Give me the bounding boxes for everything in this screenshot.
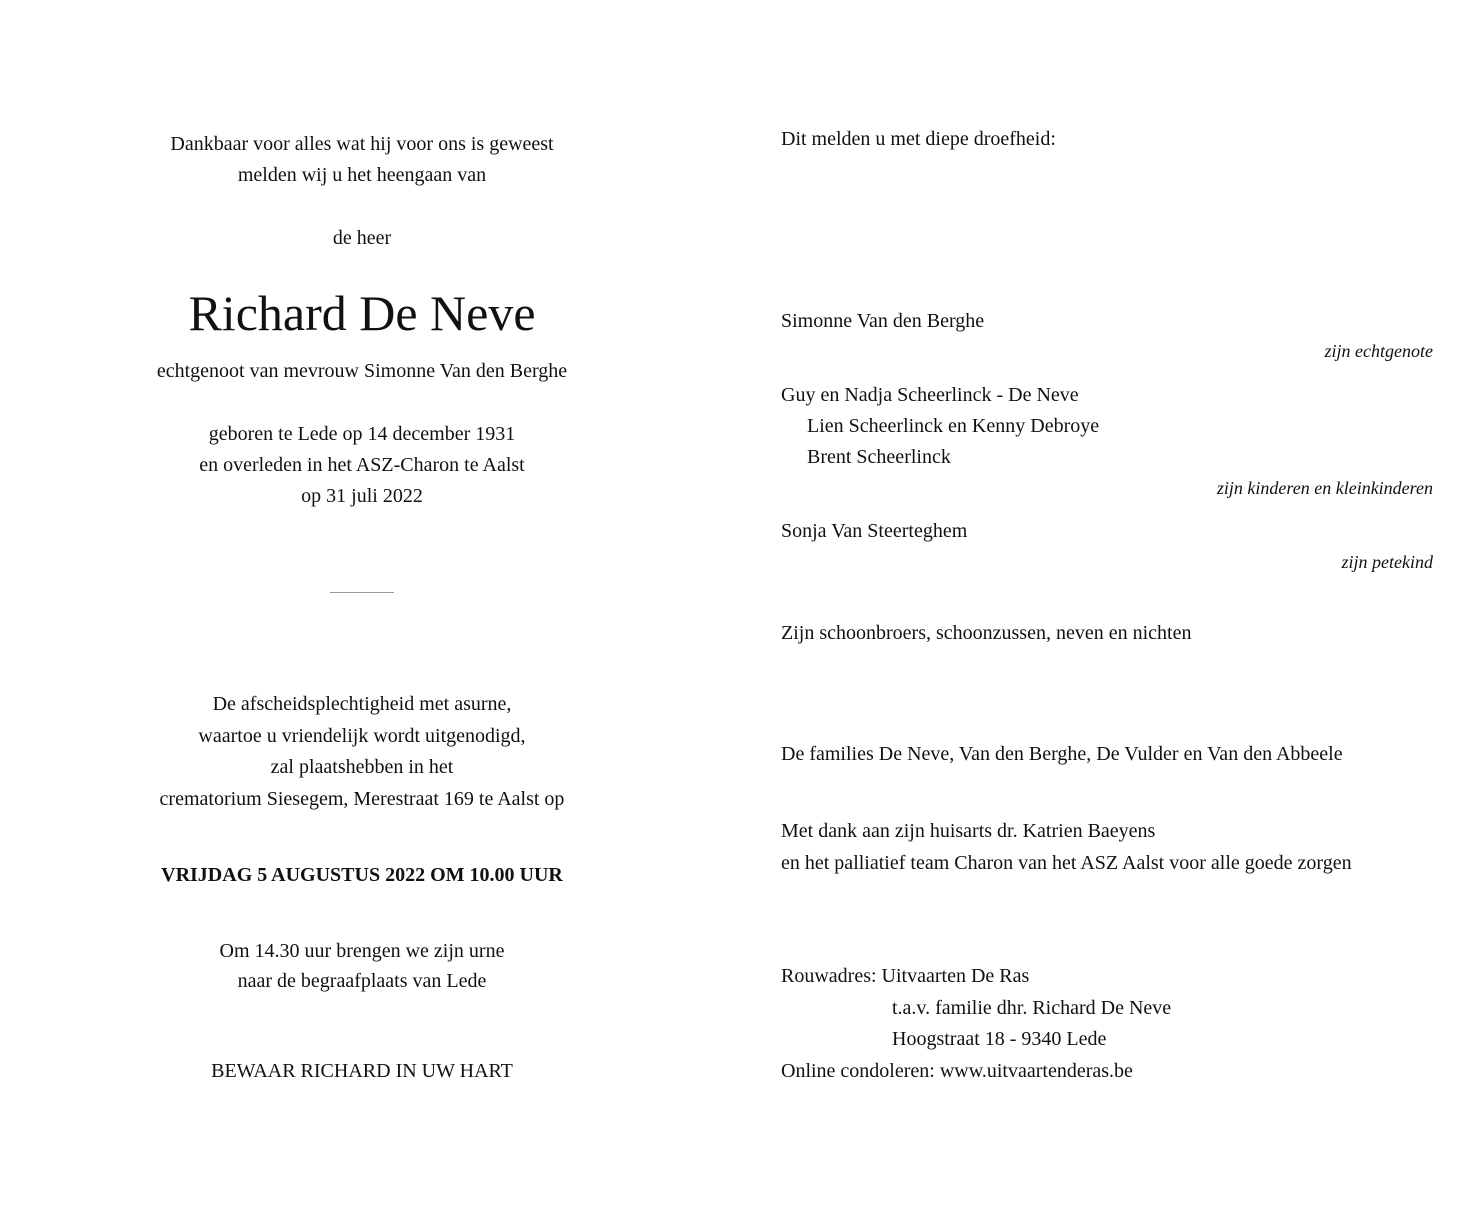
announcement: Dit melden u met diepe droefheid: [781,128,1056,150]
thanks-line-1: Met dank aan zijn huisarts dr. Katrien Baeyens [781,820,1156,842]
grandchild-line-1: Lien Scheerlinck en Kenny Debroye [807,415,1100,437]
deceased-name: Richard De Neve [188,285,536,341]
ceremony-line-1: De afscheidsplechtigheid met asurne, [212,693,512,715]
spouse-name: Simonne Van den Berghe [781,310,985,332]
spouse-role: zijn echtgenote [1324,341,1433,361]
inlaws-line: Zijn schoonbroers, schoonzussen, neven en nichten [781,622,1192,644]
urn-line-1: Om 14.30 uur brengen we zijn urne [219,940,505,962]
godchild-name: Sonja Van Steerteghem [781,520,968,542]
children-role: zijn kinderen en kleinkinderen [1216,478,1433,498]
families-line: De families De Neve, Van den Berghe, De Vulder en Van den Abbeele [781,743,1343,765]
intro-line-1: Dankbaar voor alles wat hij voor ons is geweest [170,133,554,155]
address-line-2: t.a.v. familie dhr. Richard De Neve [892,997,1172,1019]
grandchild-line-2: Brent Scheerlinck [807,446,951,468]
intro-line-2: melden wij u het heengaan van [237,164,487,186]
ceremony-line-3: zal plaatshebben in het [270,756,454,778]
ceremony-line-4: crematorium Siesegem, Merestraat 169 te Aalst op [159,788,565,810]
ceremony-date: VRIJDAG 5 AUGUSTUS 2022 OM 10.00 UUR [161,864,563,886]
closing-line: BEWAAR RICHARD IN UW HART [211,1060,513,1082]
birth-line: geboren te Lede op 14 december 1931 [208,423,516,445]
child-line-1: Guy en Nadja Scheerlinck - De Neve [781,384,1079,406]
death-place-line: en overleden in het ASZ-Charon te Aalst [199,454,525,476]
honorific: de heer [332,227,392,249]
godchild-role: zijn petekind [1341,552,1433,572]
address-line-1: Rouwadres: Uitvaarten De Ras [781,965,1030,987]
death-date-line: op 31 juli 2022 [301,485,423,507]
spouse-line: echtgenoot van mevrouw Simonne Van den Berghe [156,360,568,382]
address-line-3: Hoogstraat 18 - 9340 Lede [892,1028,1107,1050]
ceremony-line-2: waartoe u vriendelijk wordt uitgenodigd, [198,725,526,747]
thanks-line-2: en het palliatief team Charon van het ASZ Aalst voor alle goede zorgen [781,852,1352,874]
divider [330,592,394,593]
online-condolence-line: Online condoleren: www.uitvaartenderas.be [781,1060,1133,1082]
urn-line-2: naar de begraafplaats van Lede [237,970,487,992]
